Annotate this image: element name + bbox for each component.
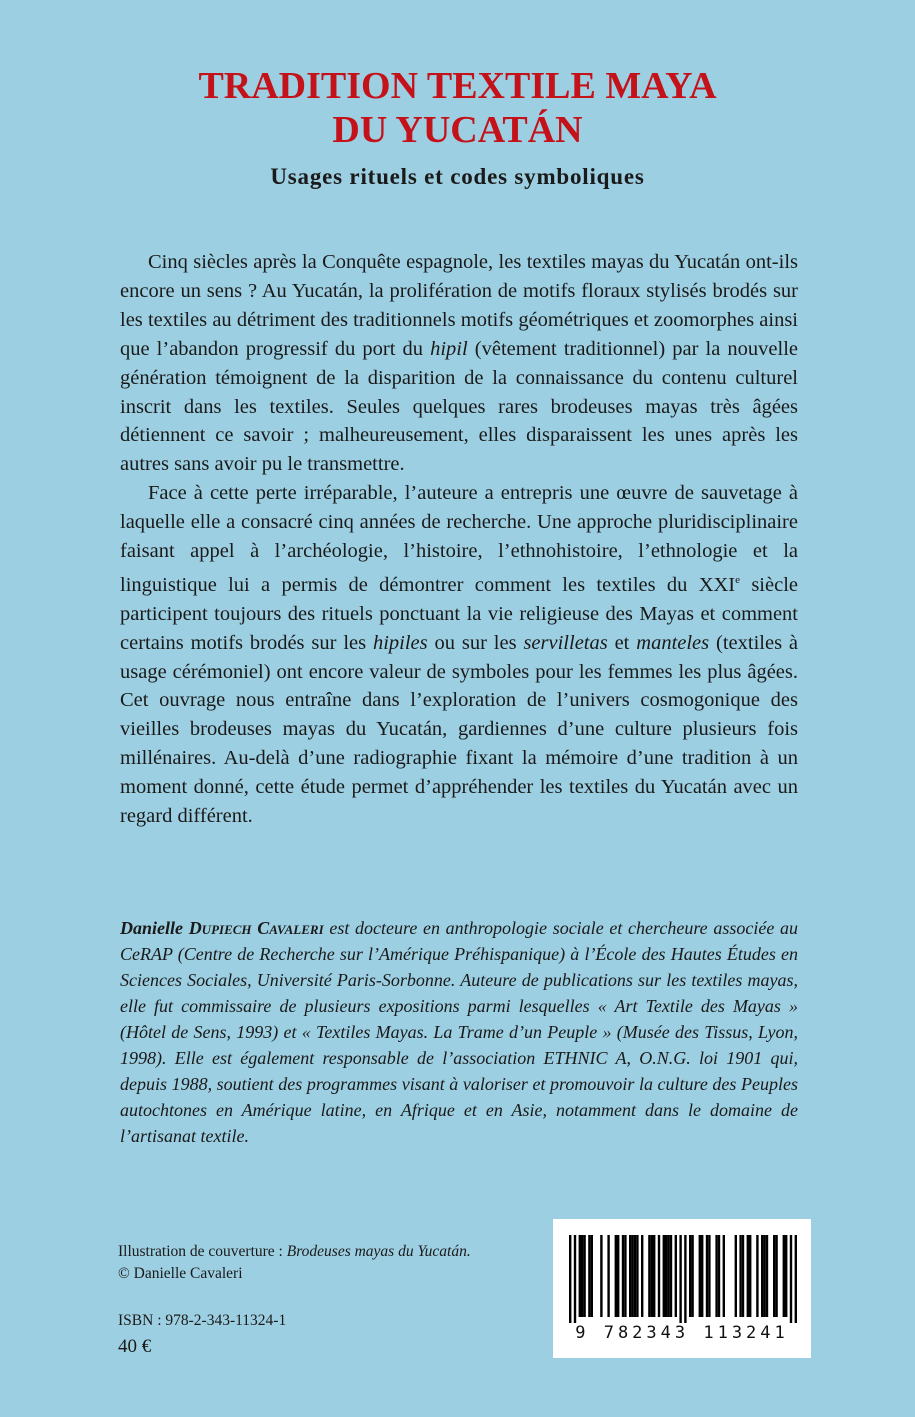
barcode-bar bbox=[775, 1235, 777, 1317]
copyright-line: © Danielle Cavaleri bbox=[118, 1265, 243, 1282]
barcode-bar bbox=[689, 1235, 691, 1317]
cover-illustration-credit: Illustration de couverture : Brodeuses mayas du Yucatán. © Danielle Cavaleri bbox=[118, 1241, 548, 1285]
barcode-bar bbox=[701, 1235, 703, 1317]
barcode-bar bbox=[763, 1235, 765, 1317]
barcode-bar bbox=[665, 1235, 667, 1317]
barcode-bar bbox=[631, 1235, 633, 1317]
summary-paragraph-1: Cinq siècles après la Conquête espagnole, les textiles mayas du Yucatán ont-ils encore un sens ? Au Yucatán, la prolifération de motifs floraux stylisés brodés sur les textiles au détriment des traditionnels motifs géométriques et zoomorphes ainsi que l’abandon progressif du port du hipil (vêtement traditionnel) par la nouvelle génération témoignent de la disparition de la connaissance du contenu culturel inscrit dans les textiles. Seules quelques rares brodeuses mayas très âgées détiennent ce savoir ; malheureusement, elles disparaissent les unes après les autres sans avoir pu le transmettre. bbox=[120, 251, 798, 476]
barcode-bar bbox=[742, 1235, 744, 1317]
barcode-bar bbox=[651, 1235, 653, 1317]
barcode-bar bbox=[579, 1235, 581, 1317]
barcode-bar bbox=[658, 1235, 660, 1317]
barcode-bar bbox=[756, 1235, 758, 1317]
barcode-bar bbox=[761, 1235, 763, 1317]
barcode-bar bbox=[670, 1235, 672, 1317]
barcode-bar bbox=[735, 1235, 737, 1317]
barcode-bar bbox=[663, 1235, 665, 1317]
barcode-bar bbox=[718, 1235, 720, 1317]
barcode-bar bbox=[615, 1235, 617, 1317]
barcode-bar bbox=[600, 1235, 602, 1317]
barcode-bar bbox=[607, 1235, 609, 1317]
barcode-bar bbox=[574, 1235, 576, 1323]
barcode-bar bbox=[795, 1235, 797, 1323]
barcode-bar bbox=[629, 1235, 631, 1317]
barcode-bar bbox=[583, 1235, 585, 1317]
barcode-bar bbox=[785, 1235, 787, 1317]
book-title bbox=[0, 64, 915, 152]
barcode-bar bbox=[691, 1235, 693, 1317]
barcode-bar bbox=[747, 1235, 749, 1317]
barcode-bar bbox=[766, 1235, 768, 1317]
barcode-bar bbox=[667, 1235, 669, 1317]
barcode-bar bbox=[569, 1235, 571, 1323]
isbn: ISBN : 978-2-343-11324-1 bbox=[118, 1312, 287, 1329]
barcode-bar bbox=[675, 1235, 677, 1317]
barcode-bar bbox=[739, 1235, 741, 1317]
barcode-bar bbox=[641, 1235, 643, 1317]
barcode-bar bbox=[648, 1235, 650, 1317]
author-name: Danielle Dupiech Cavaleri bbox=[120, 918, 324, 938]
barcode-bar bbox=[581, 1235, 583, 1317]
isbn-price-block bbox=[118, 1310, 286, 1362]
barcode-bar bbox=[708, 1235, 710, 1317]
author-biography: Danielle Dupiech Cavaleri est docteure en anthropologie sociale et chercheure associée au CeRAP (Centre de Recherche sur l’Amérique Préhispanique) à l’École des Hautes Études en Sciences Sociales, Université Paris-Sorbonne. Auteure de publications sur les textiles mayas, elle fut commissaire de plusieurs expositions parmi lesquelles « Art Textile des Mayas » (Hôtel de Sens, 1993) et « Textiles Mayas. La Trame d’un Peuple » (Musée des Tissus, Lyon, 1998). Elle est également responsable de l’association ETHNIC A, O.N.G. loi 1901 qui, depuis 1988, soutient des programmes visant à valoriser et promouvoir la culture des Peuples autochtones en Amérique latine, en Afrique et en Asie, notamment dans le domaine de l’artisanat textile. bbox=[120, 918, 798, 1146]
title-line-1: TRADITION TEXTILE MAYA bbox=[198, 65, 717, 107]
barcode-bar bbox=[790, 1235, 792, 1323]
barcode-bar bbox=[773, 1235, 775, 1317]
barcode bbox=[553, 1219, 811, 1358]
title-line-2: DU YUCATÁN bbox=[332, 109, 583, 151]
barcode-bar bbox=[679, 1235, 681, 1323]
barcode-bar bbox=[706, 1235, 708, 1317]
barcode-bar bbox=[684, 1235, 686, 1323]
barcode-bar bbox=[636, 1235, 638, 1317]
barcode-bar bbox=[634, 1235, 636, 1317]
summary-text bbox=[120, 248, 798, 831]
barcode-bar bbox=[588, 1235, 590, 1317]
barcode-bar bbox=[622, 1235, 624, 1317]
barcode-bar bbox=[591, 1235, 593, 1317]
barcode-bar bbox=[624, 1235, 626, 1317]
barcode-bar bbox=[653, 1235, 655, 1317]
barcode-bar bbox=[723, 1235, 725, 1317]
barcode-bar bbox=[617, 1235, 619, 1317]
barcode-bars bbox=[553, 1219, 811, 1323]
barcode-bar bbox=[749, 1235, 751, 1317]
barcode-bar bbox=[699, 1235, 701, 1317]
barcode-bar bbox=[715, 1235, 717, 1317]
summary-paragraph-2: Face à cette perte irréparable, l’auteure a entrepris une œuvre de sauvetage à laquelle elle a consacré cinq années de recherche. Une approche pluridisciplinaire faisant appel à l’archéologie, l’histoire, l’ethnohistoire, l’ethnologie et la linguistique lui a permis de démontrer comment les textiles du XXIe siècle participent toujours des rituels ponctuant la vie religieuse des Mayas et comment certains motifs brodés sur les hipiles ou sur les servilletas et manteles (textiles à usage cérémoniel) ont encore valeur de symboles pour les femmes les plus âgées. Cet ouvrage nous entraîne dans l’exploration de l’univers cosmogonique des vieilles brodeuses mayas du Yucatán, gardiennes d’une culture plusieurs fois millénaires. Au-delà d’une radiographie fixant la mémoire d’une tradition à un moment donné, cette étude permet d’appréhender les textiles du Yucatán avec un regard différent. bbox=[120, 482, 799, 828]
price: 40 € bbox=[118, 1336, 152, 1357]
barcode-bar bbox=[783, 1235, 785, 1317]
barcode-digits: 9 782343 113241 bbox=[575, 1323, 789, 1343]
book-subtitle: Usages rituels et codes symboliques bbox=[270, 164, 645, 189]
